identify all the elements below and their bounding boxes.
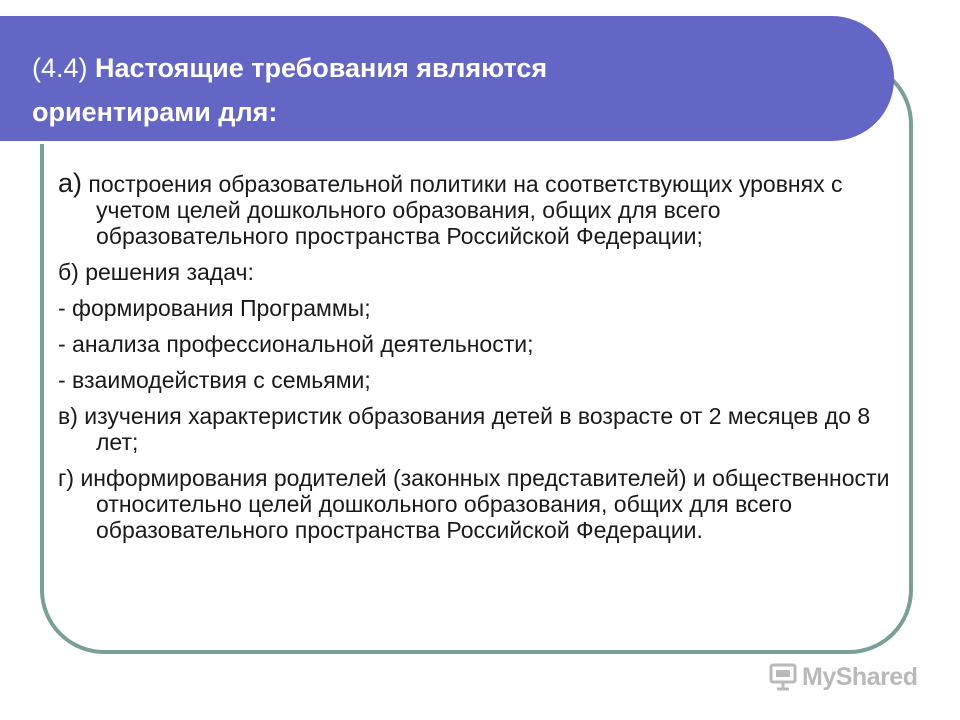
slide-title	[32, 46, 832, 134]
title-band	[0, 16, 894, 141]
title-number: (4.4)	[32, 53, 88, 83]
list-item-b-3: - взаимодействия с семьями;	[58, 367, 371, 393]
list-item-b-2: - анализа профессиональной деятельности;	[58, 331, 534, 357]
title-line1: Настоящие требования являются	[95, 53, 548, 83]
watermark	[768, 660, 917, 694]
item-a-text: построения образовательной политики на соответствующих уровнях с учетом целей дошкольного образования, общих для всего образовательного пространства Российской Федерации;	[82, 171, 843, 249]
list-item-b: б) решения задач:	[58, 259, 254, 285]
list-item-g: г) информирования родителей (законных представителей) и общественности относительно целей дошкольного образования, общих для всего образовательного пространства Российской Федерации.	[58, 465, 890, 543]
presentation-board-icon	[768, 662, 798, 692]
title-line2: ориентирами для:	[32, 97, 278, 127]
title-underline	[0, 141, 852, 144]
list-item-a	[58, 170, 910, 249]
list-item-b-1: - формирования Программы;	[58, 295, 371, 321]
requirements-list	[58, 170, 910, 553]
item-a-lead: а)	[58, 168, 83, 198]
list-item-v: в) изучения характеристик образования детей в возрасте от 2 месяцев до 8 лет;	[58, 403, 871, 455]
watermark-text: MyShared	[802, 662, 918, 691]
